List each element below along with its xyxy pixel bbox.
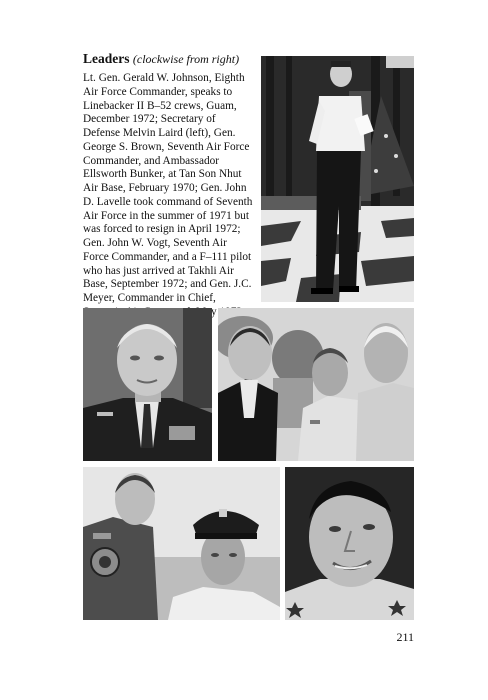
photo-lavelle-portrait [83,308,212,461]
photo-caption: Lt. Gen. Gerald W. Johnson, Eighth Air Force Commander, speaks to Linebacker II B–52 crews, Guam, December 1972; Secretary of Defense Melvin Laird (left), Gen. George S. Brown, Seventh Air Force Commander, and Ambassador Ellsworth Bunker, at Tan Son Nhut Air Base, February 1970; Gen. John D. Lavelle took command of Seventh Air Force in the summer of 1971 but was forced to resign in April 1972; Gen. John W. Vogt, Seventh Air Force Commander, and a F–111 pilot who has just arrived at Takhli Air Base, September 1972; and Gen. J.C. Meyer, Commander in Chief, [83,72,253,304]
photo-laird-brown-bunker [218,308,414,461]
heading-title: Leaders [83,51,130,66]
page-number: 211 [396,630,414,644]
caption-heading [83,50,258,68]
heading-subtitle: (clockwise from right) [132,52,240,66]
photo-vogt-and-pilot [83,467,280,620]
photo-johnson-speaking [261,56,414,302]
photo-meyer-portrait [285,467,414,620]
